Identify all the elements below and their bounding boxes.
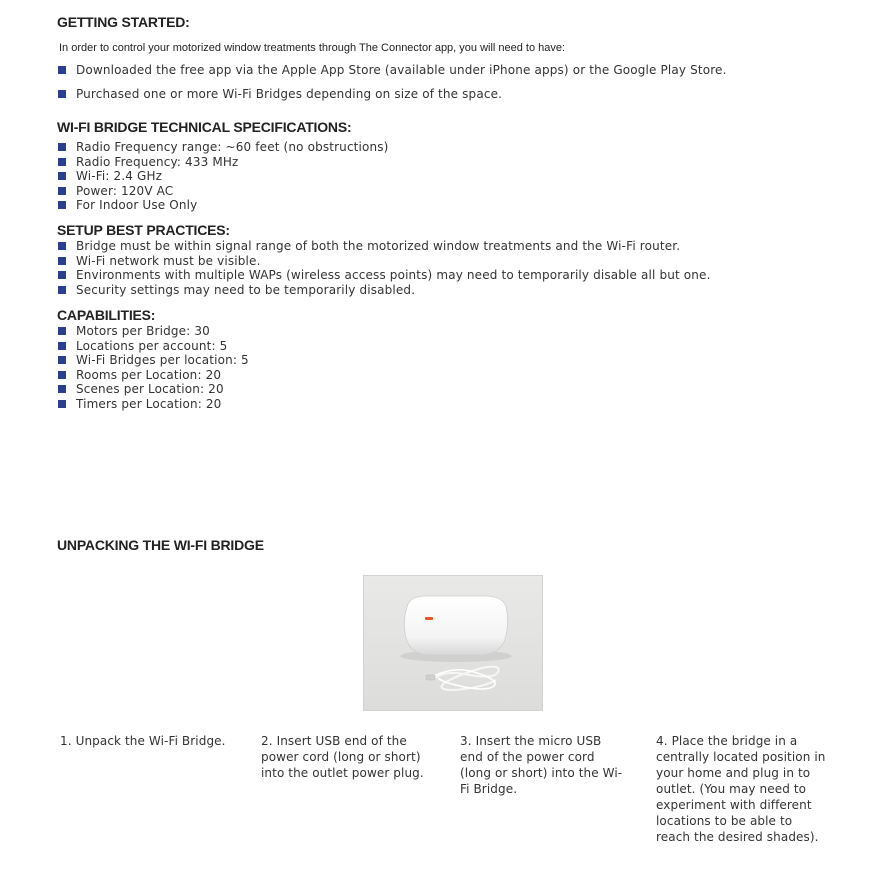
list-item-text: Power: 120V AC [76, 183, 174, 198]
list-item-text: For Indoor Use Only [76, 198, 198, 212]
capabilities-heading: CAPABILITIES: [57, 307, 156, 323]
list-item [57, 239, 711, 254]
step-4: 4. Place the bridge in a centrally located position in your home and plug in to outlet. (You may need to experiment with different locations to be able to reach the desired shades). [656, 734, 826, 844]
step-1: 1. Unpack the Wi-Fi Bridge. [60, 734, 226, 748]
list-item [57, 184, 389, 199]
list-item [57, 198, 389, 213]
wifi-bridge-photo [363, 575, 543, 711]
list-item [57, 368, 249, 383]
unpacking-heading: UNPACKING THE WI-FI BRIDGE [57, 537, 264, 553]
list-item [57, 353, 249, 368]
square-bullet-icon [58, 327, 66, 335]
list-item [57, 339, 249, 354]
list-item-text: Timers per Location: 20 [76, 396, 222, 411]
list-item-text: Radio Frequency range: ~60 feet (no obstructions) [76, 140, 389, 154]
list-item [57, 268, 711, 283]
capabilities-list [57, 324, 249, 411]
list-item-text: Radio Frequency: 433 MHz [76, 154, 239, 169]
square-bullet-icon [58, 158, 66, 166]
list-item [57, 87, 727, 102]
square-bullet-icon [58, 286, 66, 294]
list-item-text: Wi-Fi: 2.4 GHz [76, 169, 163, 183]
list-item [57, 169, 389, 184]
square-bullet-icon [58, 201, 66, 209]
list-item [57, 155, 389, 170]
list-item [57, 324, 249, 339]
square-bullet-icon [58, 143, 66, 151]
list-item-text: Bridge must be within signal range of both the motorized window treatments and the Wi-Fi router. [76, 239, 681, 253]
getting-started-heading: GETTING STARTED: [57, 14, 190, 30]
square-bullet-icon [58, 371, 66, 379]
step-3: 3. Insert the micro USB end of the power cord (long or short) into the Wi-Fi Bridge. [460, 734, 623, 796]
square-bullet-icon [58, 400, 66, 408]
list-item-text: Scenes per Location: 20 [76, 382, 224, 396]
square-bullet-icon [58, 66, 66, 74]
list-item-text: Locations per account: 5 [76, 338, 228, 353]
square-bullet-icon [58, 271, 66, 279]
list-item [57, 382, 249, 397]
wifi-bridge-illustration [364, 576, 543, 711]
square-bullet-icon [58, 172, 66, 180]
specs-heading: WI-FI BRIDGE TECHNICAL SPECIFICATIONS: [57, 119, 352, 135]
square-bullet-icon [58, 356, 66, 364]
getting-started-list [57, 63, 727, 110]
list-item-text: Environments with multiple WAPs (wireless access points) may need to temporarily disable all but one. [76, 268, 711, 282]
list-item-text: Motors per Bridge: 30 [76, 324, 210, 338]
list-item [57, 283, 711, 298]
list-item-text: Rooms per Location: 20 [76, 367, 222, 382]
square-bullet-icon [58, 187, 66, 195]
setup-heading: SETUP BEST PRACTICES: [57, 222, 230, 238]
list-item-text: Wi-Fi network must be visible. [76, 253, 261, 268]
square-bullet-icon [58, 342, 66, 350]
list-item-text: Purchased one or more Wi-Fi Bridges depending on size of the space. [76, 86, 503, 101]
specs-list [57, 140, 389, 213]
square-bullet-icon [58, 385, 66, 393]
step-2: 2. Insert USB end of the power cord (long or short) into the outlet power plug. [261, 734, 424, 780]
square-bullet-icon [58, 257, 66, 265]
status-led-icon [425, 617, 433, 620]
list-item [57, 63, 727, 78]
list-item-text: Wi-Fi Bridges per location: 5 [76, 353, 249, 367]
getting-started-intro: In order to control your motorized window treatments through The Connector app, you will need to have: [59, 42, 566, 54]
list-item-text: Security settings may need to be temporarily disabled. [76, 282, 416, 297]
setup-list [57, 239, 711, 297]
square-bullet-icon [58, 242, 66, 250]
list-item [57, 397, 249, 412]
square-bullet-icon [58, 90, 66, 98]
list-item-text: Downloaded the free app via the Apple App Store (available under iPhone apps) or the Google Play Store. [76, 63, 727, 77]
list-item [57, 254, 711, 269]
list-item [57, 140, 389, 155]
